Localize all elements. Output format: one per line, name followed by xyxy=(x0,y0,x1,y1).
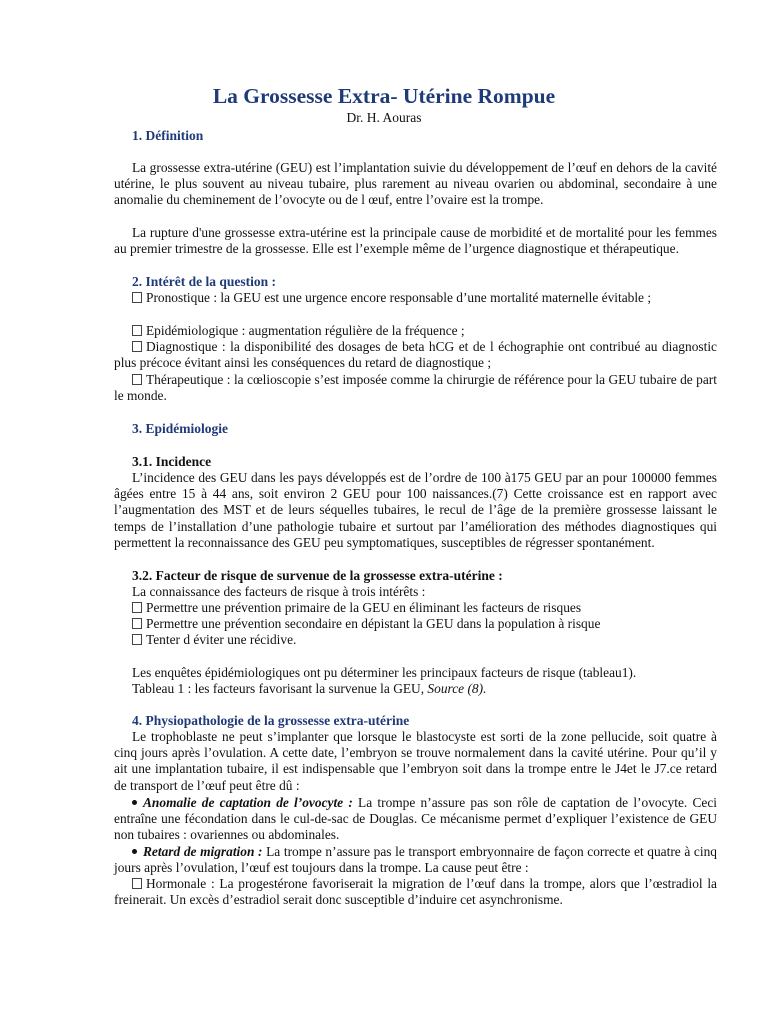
table-source: Source (8). xyxy=(427,681,487,696)
section-heading-interet: 2. Intérêt de la question : xyxy=(132,274,276,289)
list-item-epidemiologique: Epidémiologique : augmentation régulière de la fréquence ; xyxy=(114,323,717,339)
bullet-retard-migration: Retard de migration : La trompe n’assure pas le transport embryonnaire de façon correcte et quatre à cinq jours après l’ovulation, l’œuf est toujours dans la trompe. La cause peut être : xyxy=(114,844,717,876)
facteurs-intro: La connaissance des facteurs de risque à trois intérêts : xyxy=(132,584,426,599)
author: Dr. H. Aouras xyxy=(346,110,422,125)
checkbox-glyph-icon xyxy=(132,634,142,645)
bullet-icon xyxy=(132,849,137,854)
list-item-prevention-secondaire: Permettre une prévention secondaire en dépistant la GEU dans la population à risque xyxy=(132,616,717,632)
list-item-hormonale: Hormonale : La progestérone favoriserait la migration de l’œuf dans la trompe, alors que l’œstradiol la freinerait. Un excès d’estradiol serait donc susceptible d’induire cet asynchronisme. xyxy=(114,876,717,908)
paragraph-definition-2: La rupture d'une grossesse extra-utérine est la principale cause de morbidité et de mortalité pour les femmes au premier trimestre de la grossesse. Elle est l’exemple même de l’urgence diagnostique et thérapeutique. xyxy=(114,225,717,257)
list-item-therapeutique: Thérapeutique : la cœlioscopie s’est imposée comme la chirurgie de référence pour la GEU tubaire de part le monde. xyxy=(114,372,717,404)
bullet-icon xyxy=(132,800,137,805)
paragraph-definition-1: La grossesse extra-utérine (GEU) est l’implantation suivie du développement de l’œuf en dehors de la cavité utérine, le plus souvent au niveau tubaire, plus rarement au niveau ovarien ou abdominal, secondaire à une anomalie du cheminement de l’ovocyte ou de l œuf, entre l’ovaire est la trompe. xyxy=(114,160,717,208)
checkbox-glyph-icon xyxy=(132,325,142,336)
bullet-anomalie-captation: Anomalie de captation de l’ovocyte : La trompe n’assure pas son rôle de captation de l’ovocyte. Ceci entraîne une fécondation dans le cul-de-sac de Douglas. Ce mécanisme permet d’expliquer l’existence de GEU non tubaires : ovariennes ou abdominales. xyxy=(114,795,717,843)
list-item-diagnostique: Diagnostique : la disponibilité des dosages de beta hCG et de l échographie ont contribué au diagnostic plus précoce évitant ainsi les conséquences du retard de diagnostique ; xyxy=(114,339,717,371)
checkbox-glyph-icon xyxy=(132,602,142,613)
list-item-prevention-primaire: Permettre une prévention primaire de la GEU en éliminant les facteurs de risques xyxy=(132,600,717,616)
subsection-heading-facteurs: 3.2. Facteur de risque de survenue de la grossesse extra-utérine : xyxy=(132,568,503,583)
paragraph-incidence: L’incidence des GEU dans les pays développés est de l’ordre de 100 à175 GEU par an pour 100000 femmes âgées entre 15 à 44 ans, soit environ 2 GEU pour 100 naissances.(7) Cette croissance est en rapport avec l’augmentation des MST et de leurs séquelles tubaires, le recul de l’âge de la première grossesse laissant le temps de l’installation d’une pathologie tubaire et surtout par l’amélioration des méthodes diagnostiques qui permettent la reconnaissance des GEU peu symptomatiques, susceptibles de régresser spontanément. xyxy=(114,470,717,550)
subsection-heading-incidence: 3.1. Incidence xyxy=(132,454,212,469)
section-heading-epidemiologie: 3. Epidémiologie xyxy=(132,421,229,436)
table-caption: Tableau 1 : les facteurs favorisant la survenue la GEU, Source (8). xyxy=(132,681,487,696)
list-item-recidive: Tenter d éviter une récidive. xyxy=(132,632,717,648)
document-title: La Grossesse Extra- Utérine Rompue xyxy=(212,84,556,108)
checkbox-glyph-icon xyxy=(132,292,142,303)
section-heading-definition: 1. Définition xyxy=(132,128,204,143)
list-item-pronostique: Pronostique : la GEU est une urgence encore responsable d’une mortalité maternelle évitable ; xyxy=(114,290,717,306)
paragraph-physiopathologie: Le trophoblaste ne peut s’implanter que lorsque le blastocyste est sorti de la zone pellucide, soit quatre à cinq jours après l’ovulation. A cette date, l’embryon se trouve normalement dans la cavité utérine. Pour qu’il y ait une implantation tubaire, il est indispensable que l’embryon soit dans la trompe entre le J4et le J7.ce retard de transport de l’œuf peut être dû : xyxy=(114,729,717,793)
paragraph-enquetes: Les enquêtes épidémiologiques ont pu déterminer les principaux facteurs de risque (tableau1). xyxy=(132,665,637,680)
checkbox-glyph-icon xyxy=(132,618,142,629)
checkbox-glyph-icon xyxy=(132,374,142,385)
checkbox-glyph-icon xyxy=(132,341,142,352)
checkbox-glyph-icon xyxy=(132,878,142,889)
section-heading-physiopathologie: 4. Physiopathologie de la grossesse extra-utérine xyxy=(132,713,410,728)
